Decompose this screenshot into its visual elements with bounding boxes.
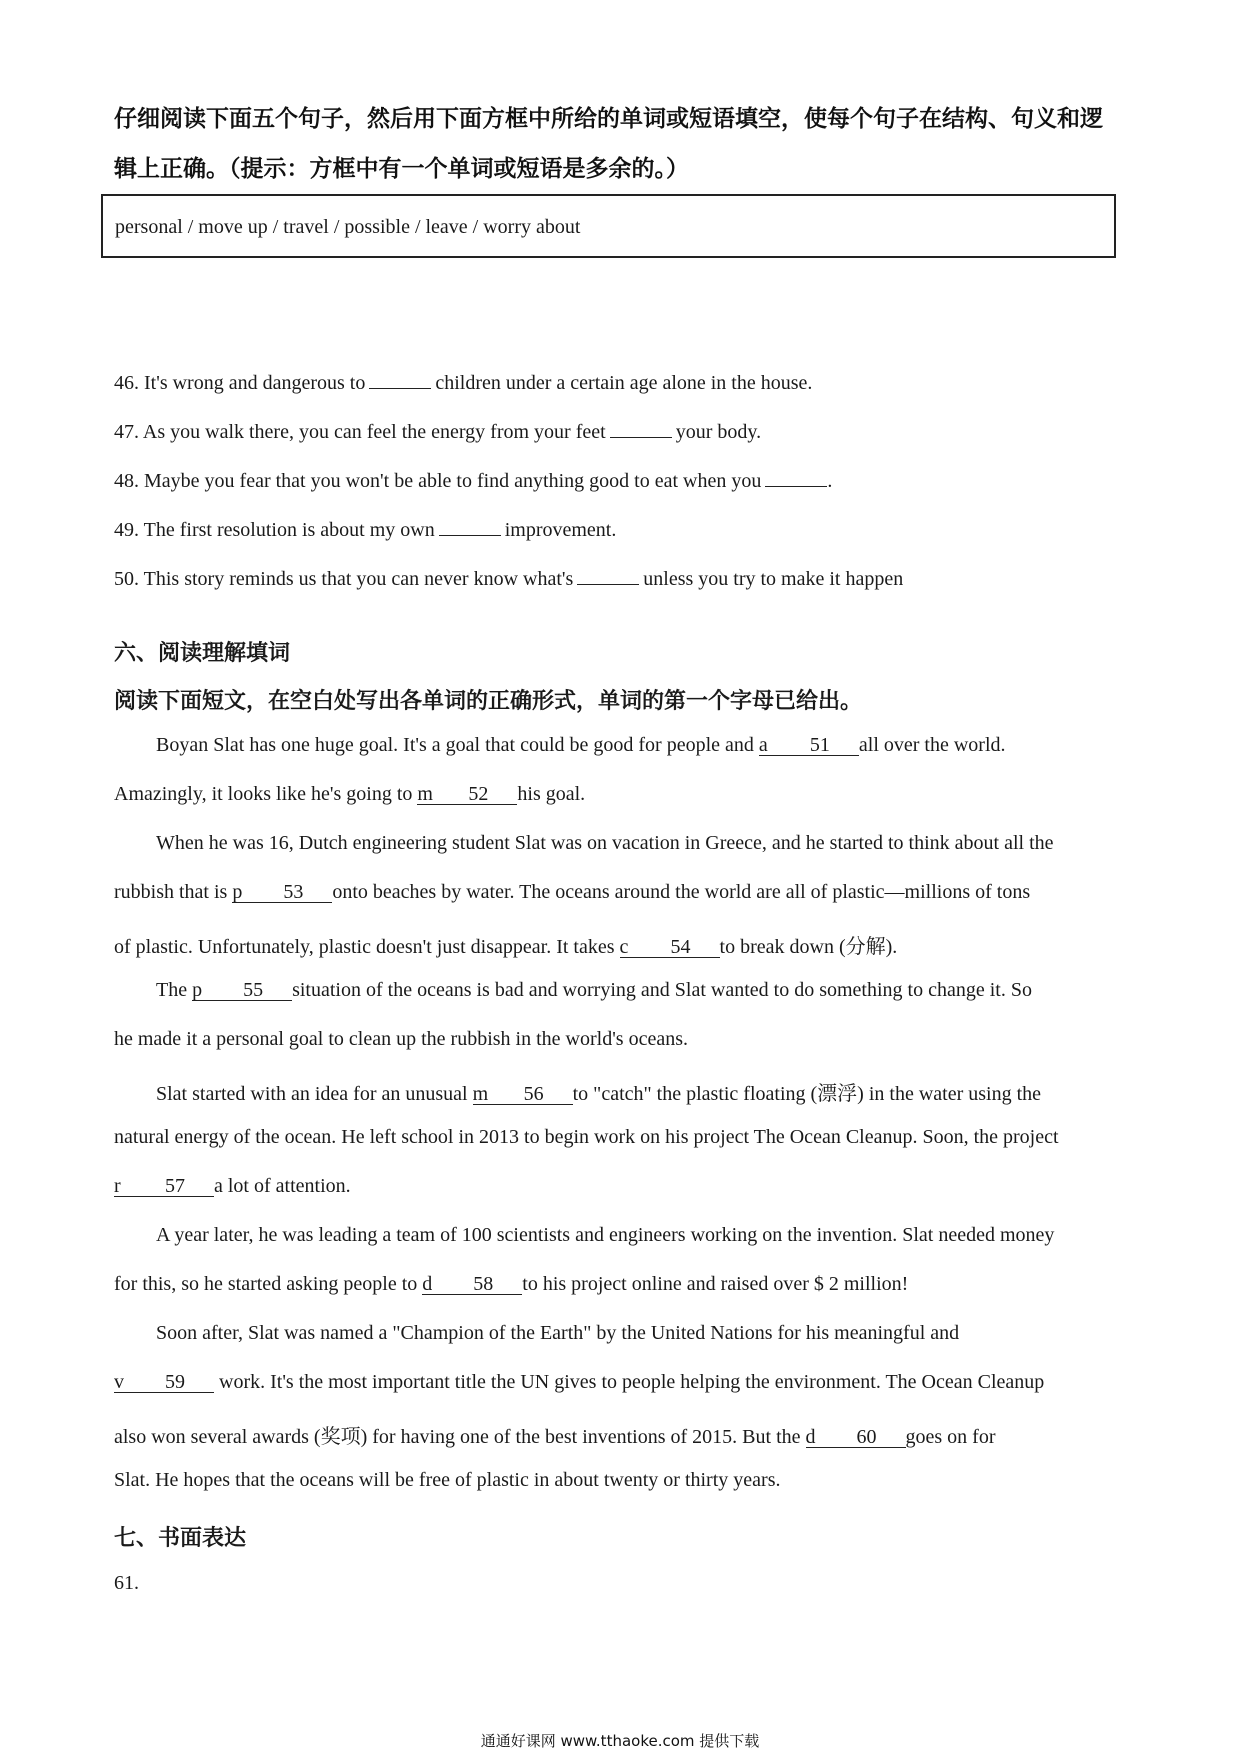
section-heading-6: 六、阅读理解填词: [114, 641, 291, 666]
passage-text: Soon after, Slat was named a "Champion of the Earth" by the United Nations for his meaningful and: [156, 1322, 960, 1344]
fill-blank[interactable]: [577, 568, 639, 585]
answer-blank[interactable]: [114, 1372, 214, 1393]
word-box: [101, 194, 1116, 258]
blank-number: 60: [856, 1426, 877, 1448]
passage-text: situation of the oceans is bad and worrying and Slat wanted to do something to change it. So: [292, 979, 1032, 1001]
blank-number: 57: [165, 1175, 185, 1197]
sentence-50: [114, 568, 903, 591]
blank-first-letter: a: [758, 734, 768, 756]
footer-text: 通通好课网 www.tthaoke.com 提供下载: [480, 1732, 760, 1750]
word-box-text: personal / move up / travel / possible / leave / worry about: [115, 216, 581, 238]
answer-blank[interactable]: [620, 937, 720, 958]
passage-line: [156, 979, 1032, 1002]
passage-text: his goal.: [517, 783, 586, 805]
blank-number: 58: [473, 1273, 494, 1295]
answer-blank[interactable]: [473, 1084, 573, 1105]
answer-blank[interactable]: [759, 735, 859, 756]
blank-number: 54: [670, 936, 691, 958]
passage-text: Amazingly, it looks like he's going to: [114, 783, 418, 805]
passage-text: Slat started with an idea for an unusual: [156, 1083, 473, 1105]
blank-first-letter: p: [232, 881, 243, 903]
sentence-text: 48. Maybe you fear that you won't be able to find anything good to eat when you: [114, 470, 762, 492]
answer-blank[interactable]: [806, 1427, 906, 1448]
sentence-text: your body.: [675, 421, 762, 443]
passage-text: goes on for: [905, 1426, 996, 1448]
blank-number: 59: [165, 1371, 185, 1393]
passage-line: [156, 1224, 1054, 1247]
instruction-text: 仔细阅读下面五个句子，然后用下面方框中所给的单词或短语填空，使每个句子在结构、句义和逻辑上正确。（提示：方框中有一个单词或短语是多余的。）: [114, 106, 1103, 182]
blank-first-letter: r: [114, 1175, 121, 1197]
sentence-text: 47. As you walk there, you can feel the energy from your feet: [114, 421, 606, 443]
passage-text: natural energy of the ocean. He left school in 2013 to begin work on his project The Ocean Cleanup. Soon, the project: [114, 1126, 1059, 1148]
passage-text: for this, so he started asking people to: [114, 1273, 423, 1295]
fill-blank[interactable]: [610, 421, 672, 438]
sentence-text: unless you try to make it happen: [643, 568, 904, 590]
blank-first-letter: d: [422, 1273, 433, 1295]
passage-line: [114, 783, 585, 806]
answer-blank[interactable]: [417, 784, 517, 805]
blank-first-letter: v: [114, 1371, 124, 1393]
sentence-49: [114, 519, 616, 542]
blank-first-letter: m: [417, 783, 433, 805]
passage-text: to break down (分解).: [719, 936, 898, 958]
blank-number: 55: [243, 979, 264, 1001]
passage-text: a lot of attention.: [214, 1175, 351, 1197]
fill-blank[interactable]: [439, 519, 501, 536]
blank-first-letter: m: [472, 1083, 489, 1105]
blank-first-letter: d: [805, 1426, 816, 1448]
passage-text: all over the world.: [858, 734, 1006, 756]
fill-blank[interactable]: [765, 470, 827, 487]
passage-line: [156, 1077, 1041, 1106]
fill-blank[interactable]: [369, 372, 431, 389]
answer-blank[interactable]: [192, 980, 292, 1001]
passage-text: to "catch" the plastic floating (漂浮) in the water using the: [572, 1083, 1042, 1105]
passage-text: A year later, he was leading a team of 100 scientists and engineers working on the invention. Slat needed money: [156, 1224, 1055, 1246]
writing-item: 61.: [114, 1572, 139, 1594]
passage-line: [114, 1175, 351, 1198]
passage-text: Boyan Slat has one huge goal. It's a goal that could be good for people and: [156, 734, 759, 756]
blank-number: 52: [468, 783, 489, 805]
passage-line: [156, 832, 1054, 855]
blank-number: 56: [523, 1083, 544, 1105]
blank-first-letter: c: [619, 936, 629, 958]
blank-number: 51: [809, 734, 830, 756]
passage-line: [156, 1322, 959, 1345]
blank-number: 53: [283, 881, 304, 903]
sentence-text: children under a certain age alone in the house.: [435, 372, 813, 394]
sentence-47: [114, 421, 761, 444]
answer-blank[interactable]: [232, 882, 332, 903]
sentence-text: .: [827, 470, 833, 492]
passage-text: of plastic. Unfortunately, plastic doesn't just disappear. It takes: [114, 936, 620, 958]
passage-text: rubbish that is: [114, 881, 233, 903]
answer-blank[interactable]: [422, 1274, 522, 1295]
section-heading-7: 七、书面表达: [114, 1526, 247, 1551]
passage-text: work. It's the most important title the UN gives to people helping the environment. The Ocean Cleanup: [214, 1371, 1045, 1393]
passage-line: [114, 1126, 1059, 1149]
blank-first-letter: p: [192, 979, 203, 1001]
passage-text: to his project online and raised over $ 2 million!: [522, 1273, 909, 1295]
passage-text: When he was 16, Dutch engineering student Slat was on vacation in Greece, and he started to think about all the: [156, 832, 1054, 854]
passage-line: [114, 930, 897, 959]
passage-line: [156, 734, 1006, 757]
passage-line: [114, 1469, 780, 1492]
sentence-46: [114, 372, 812, 395]
passage-line: [114, 881, 1030, 904]
passage-text: The: [156, 979, 193, 1001]
passage-text: Slat. He hopes that the oceans will be free of plastic in about twenty or thirty years.: [114, 1469, 781, 1491]
sentence-text: 50. This story reminds us that you can never know what's: [114, 568, 574, 590]
sentence-48: [114, 470, 832, 493]
passage-line: [114, 1028, 688, 1051]
passage-text: he made it a personal goal to clean up the rubbish in the world's oceans.: [114, 1028, 688, 1050]
passage-line: [114, 1273, 908, 1296]
sentence-text: 46. It's wrong and dangerous to: [114, 372, 366, 394]
section-instruction-6: 阅读下面短文，在空白处写出各单词的正确形式，单词的第一个字母已给出。: [114, 689, 863, 714]
sentence-text: improvement.: [504, 519, 617, 541]
passage-line: [114, 1371, 1044, 1394]
answer-blank[interactable]: [114, 1176, 214, 1197]
passage-text: onto beaches by water. The oceans around the world are all of plastic—millions of tons: [332, 881, 1031, 903]
sentence-text: 49. The first resolution is about my own: [114, 519, 435, 541]
passage-text: also won several awards (奖项) for having one of the best inventions of 2015. But the: [114, 1426, 806, 1448]
passage-line: [114, 1420, 996, 1449]
